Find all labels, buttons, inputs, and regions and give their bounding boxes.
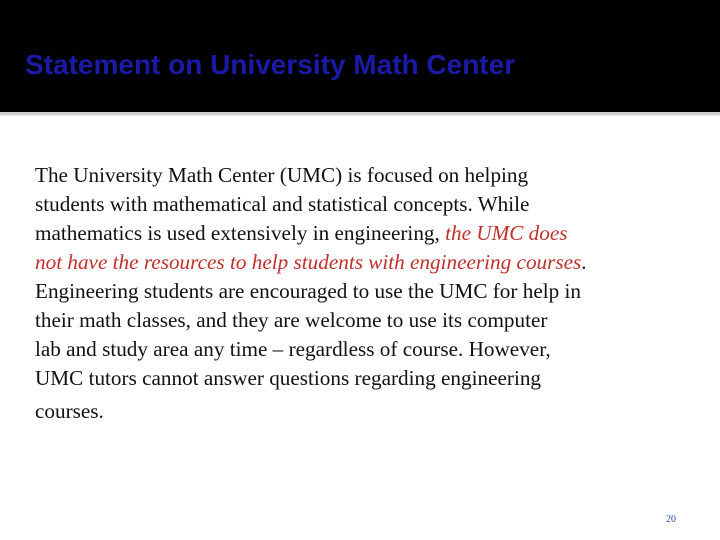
paragraph-line: UMC tutors cannot answer questions regarding engineering [35,366,542,390]
paragraph-line: their math classes, and they are welcome to use its computer [35,308,548,332]
paragraph-line: courses. [35,399,104,423]
paragraph-line: The University Math Center (UMC) is focused on helping [35,163,529,187]
body-paragraph [35,161,695,426]
emphasis-text: the UMC does [445,221,568,245]
paragraph-line [35,219,695,248]
paragraph-text: . [581,250,587,274]
emphasis-text: not have the resources to help students with engineering courses [35,250,582,274]
paragraph-line: lab and study area any time – regardless of course. However, [35,337,551,361]
title-bar [0,0,720,112]
paragraph-line: students with mathematical and statistical concepts. While [35,192,530,216]
title-divider-shadow [0,115,720,116]
slide-title: Statement on University Math Center [25,49,516,80]
paragraph-line [35,248,695,277]
page-number: 20 [666,514,676,525]
paragraph-line: Engineering students are encouraged to use the UMC for help in [35,279,582,303]
paragraph-text: mathematics is used extensively in engineering, [35,221,446,245]
